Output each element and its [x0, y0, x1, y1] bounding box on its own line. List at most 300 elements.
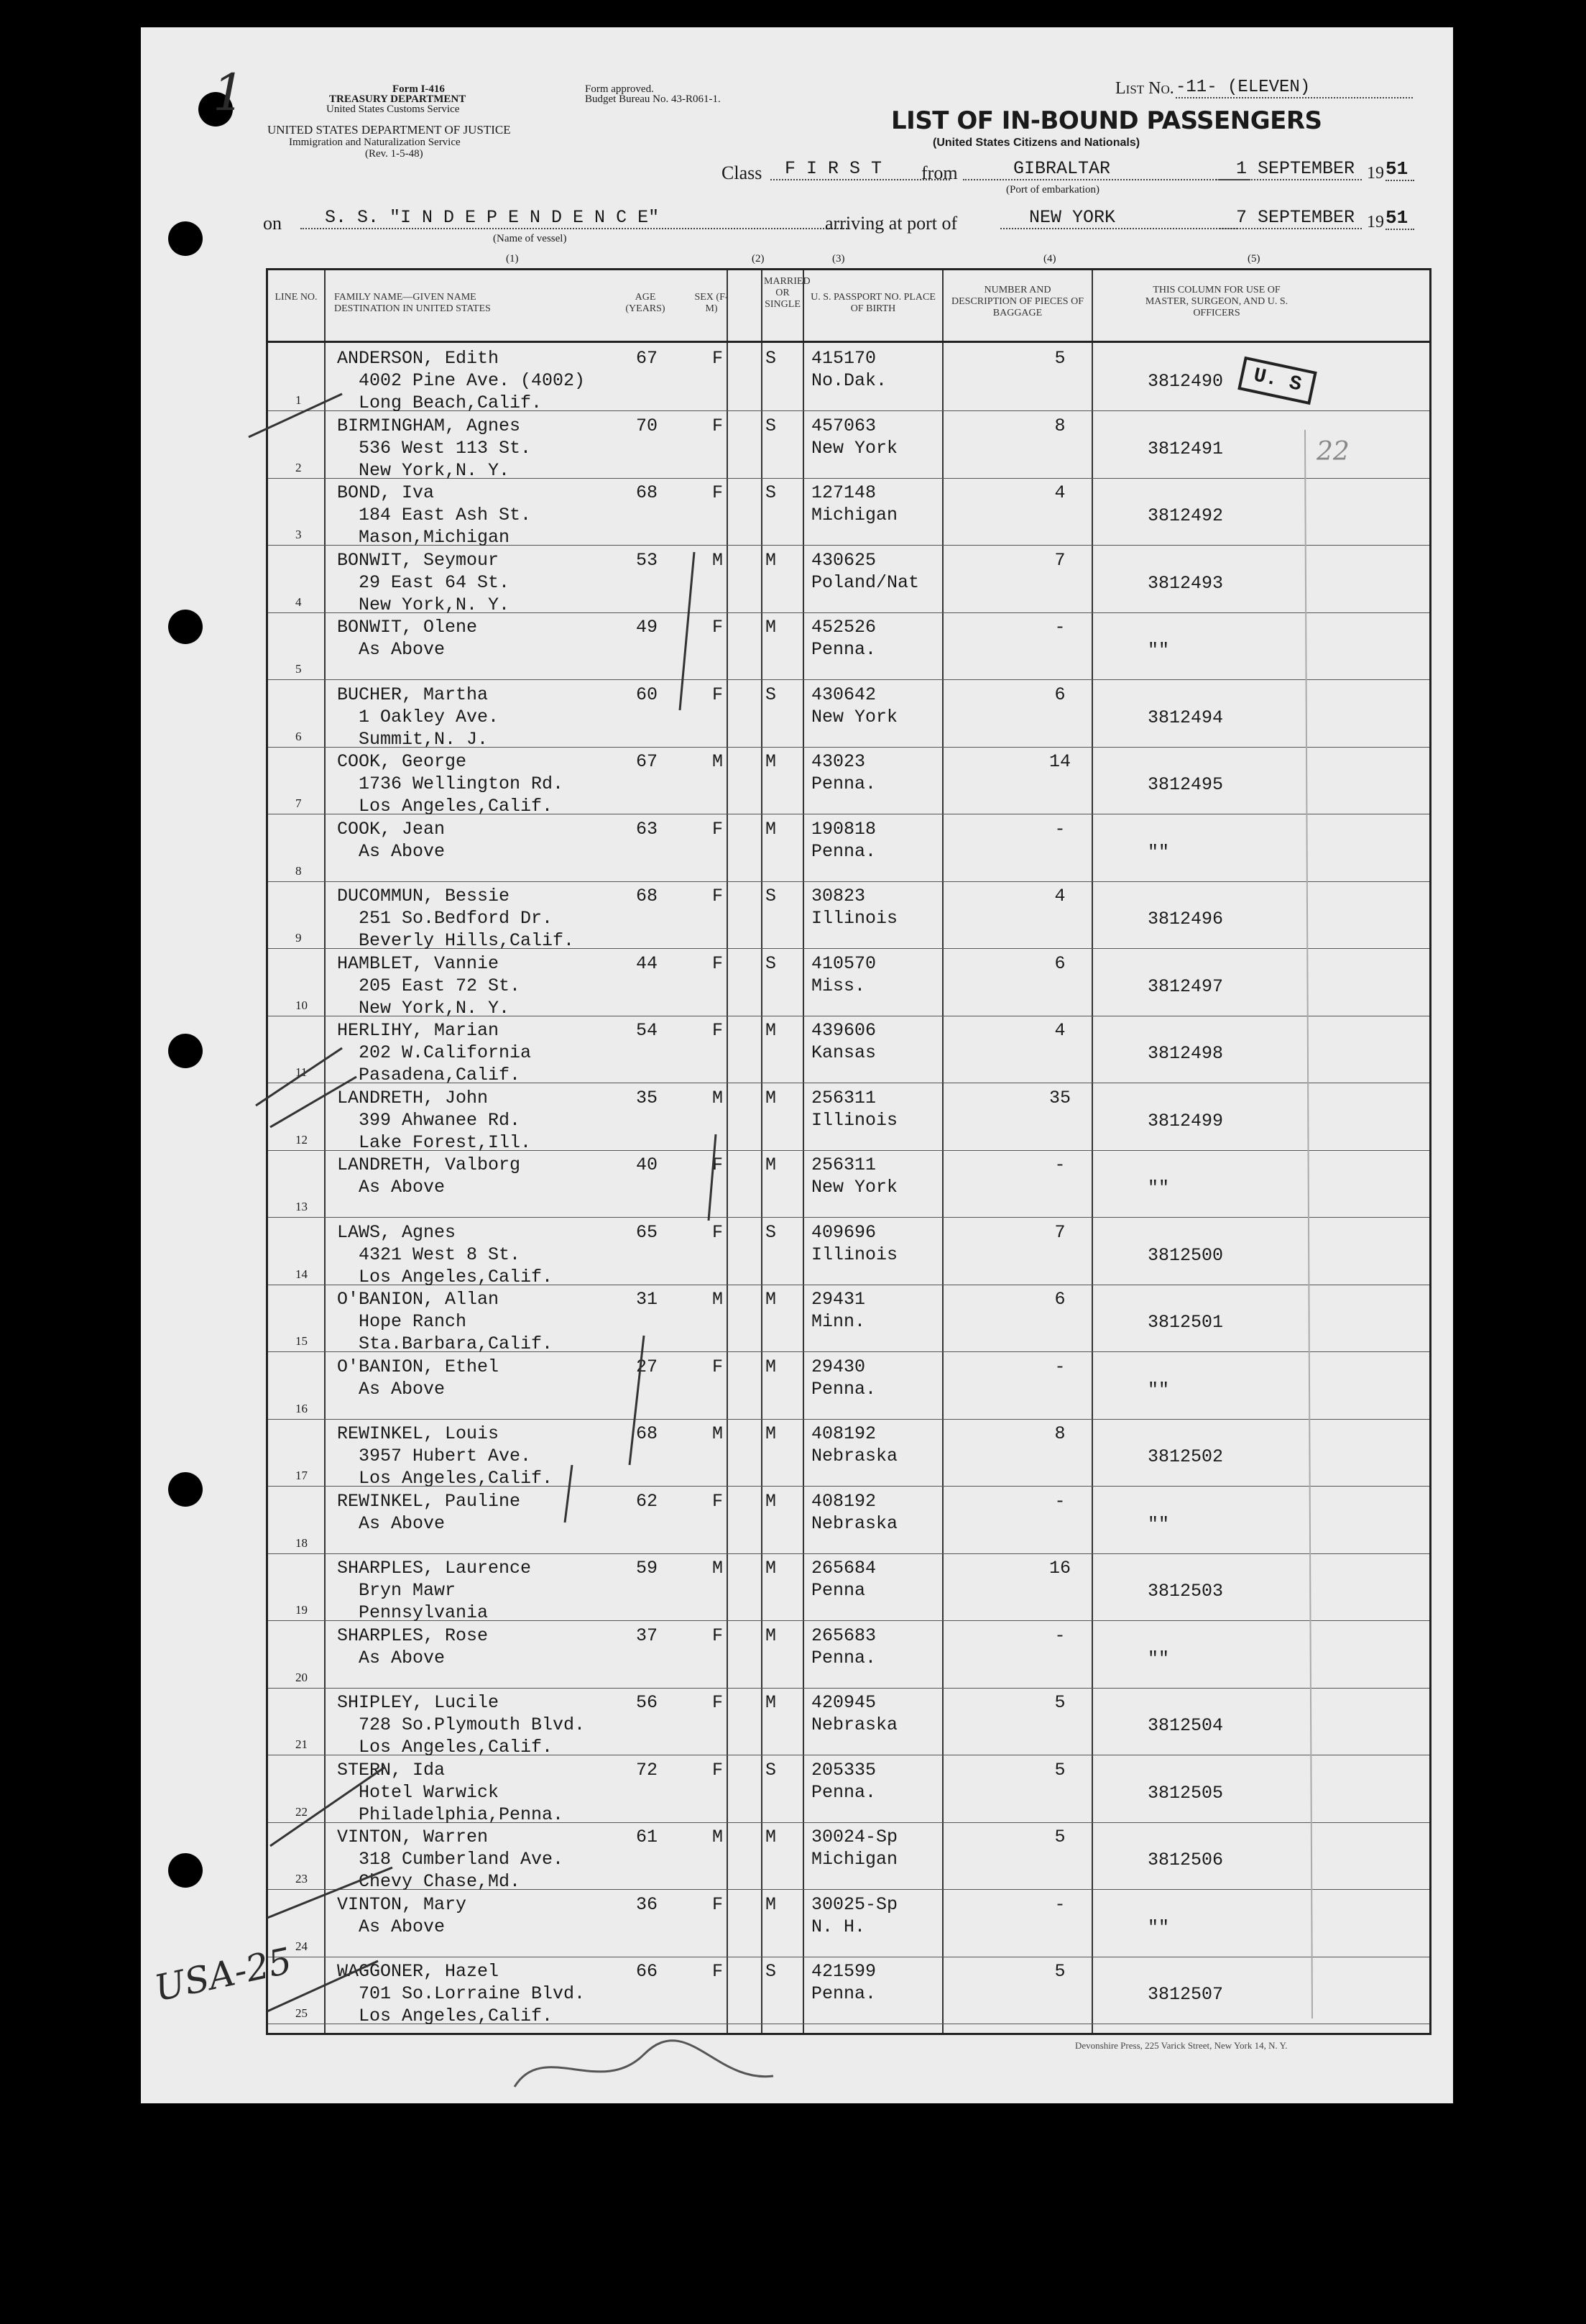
passenger-name: HAMBLET, Vannie	[337, 952, 499, 974]
form-revision: (Rev. 1-5-48)	[365, 148, 423, 160]
passenger-name: COOK, Jean	[337, 818, 446, 840]
address-line-2: Lake Forest,Ill.	[359, 1131, 532, 1153]
baggage-count: 5	[1054, 1692, 1066, 1713]
baggage-count: 7	[1054, 549, 1066, 571]
address-line-2: New York,N. Y.	[359, 997, 510, 1019]
address-line-2: Philadelphia,Penna.	[359, 1804, 564, 1825]
marital-status: S	[765, 415, 777, 436]
officer-number: 3812498	[1148, 1043, 1224, 1064]
passenger-age: 40	[636, 1154, 658, 1175]
passenger-age: 63	[636, 818, 658, 840]
baggage-count: 6	[1054, 952, 1066, 974]
baggage-count: 7	[1054, 1221, 1066, 1243]
passenger-sex: F	[712, 1961, 724, 1982]
passport-number: 256311	[811, 1154, 877, 1175]
line-number: 1	[295, 393, 302, 407]
officer-number: ""	[1148, 1379, 1170, 1400]
officer-number: 3812495	[1148, 774, 1224, 795]
passenger-name: BIRMINGHAM, Agnes	[337, 415, 521, 436]
passenger-sex: M	[712, 1827, 724, 1847]
passenger-age: 70	[636, 415, 658, 436]
passenger-sex: F	[712, 1020, 724, 1041]
form-approved: Form approved.	[585, 83, 654, 95]
passenger-age: 44	[636, 952, 658, 974]
address-line-1: 205 East 72 St.	[359, 975, 521, 996]
address-line-1: 1736 Wellington Rd.	[359, 773, 564, 794]
passenger-sex: F	[712, 1625, 724, 1646]
passport-number: 30024-Sp	[811, 1827, 898, 1847]
passenger-age: 68	[636, 886, 658, 906]
address-line-2: Beverly Hills,Calif.	[359, 930, 575, 951]
line-number: 11	[295, 1065, 308, 1079]
passenger-name: HERLIHY, Marian	[337, 1020, 499, 1041]
marital-status: M	[765, 549, 777, 571]
address-line-1: Hotel Warwick	[359, 1781, 499, 1803]
passenger-name: VINTON, Warren	[337, 1827, 489, 1847]
officer-number: ""	[1148, 640, 1170, 661]
line-number: 6	[295, 729, 302, 743]
address-line-2: Mason,Michigan	[359, 527, 510, 548]
line-number: 4	[295, 594, 302, 609]
address-line-1: 184 East Ash St.	[359, 505, 532, 525]
marital-status: S	[765, 482, 777, 503]
officer-number: 3812507	[1148, 1984, 1224, 2005]
arrival-year: 51	[1386, 207, 1414, 230]
address-line-1: 1 Oakley Ave.	[359, 706, 499, 727]
marital-status: M	[765, 1154, 777, 1175]
manifest-sheet	[141, 27, 1453, 2103]
departure-year: 51	[1386, 158, 1414, 181]
marital-status: S	[765, 952, 777, 974]
marital-status: M	[765, 751, 777, 772]
officer-number: 3812500	[1148, 1244, 1224, 1266]
embarkation-port: GIBRALTAR	[963, 158, 1250, 180]
address-line-2: Sta.Barbara,Calif.	[359, 1333, 553, 1354]
passenger-age: 35	[636, 1087, 658, 1108]
address-line-2: New York,N. Y.	[359, 594, 510, 615]
address-line-2: Summit,N. J.	[359, 728, 489, 750]
passenger-name: LAWS, Agnes	[337, 1221, 456, 1243]
passenger-name: SHARPLES, Laurence	[337, 1558, 532, 1579]
address-line-1: As Above	[359, 1378, 446, 1400]
form-number: Form I-416	[392, 83, 445, 95]
officer-number: 3812501	[1148, 1312, 1224, 1333]
us-stamp: U. S	[1237, 357, 1317, 405]
passenger-age: 49	[636, 617, 658, 638]
passenger-age: 59	[636, 1558, 658, 1579]
baggage-count: -	[1054, 1356, 1066, 1377]
marital-status: M	[765, 1625, 777, 1646]
officer-number: 3812506	[1148, 1850, 1224, 1870]
officer-number: 3812504	[1148, 1715, 1224, 1736]
address-line-1: 536 West 113 St.	[359, 437, 532, 459]
header-officers: THIS COLUMN FOR USE OF MASTER, SURGEON, AND U. S. OFFICERS	[1145, 285, 1288, 318]
passenger-name: STERN, Ida	[337, 1759, 446, 1781]
vessel-caption: (Name of vessel)	[493, 233, 567, 244]
corner-mark: 1	[213, 63, 245, 122]
passenger-sex: M	[712, 1087, 724, 1108]
line-number: 9	[295, 931, 302, 945]
marital-status: M	[765, 1356, 777, 1377]
justice-department: UNITED STATES DEPARTMENT OF JUSTICE	[267, 123, 511, 137]
passenger-age: 65	[636, 1221, 658, 1243]
place-of-birth: N. H.	[811, 1916, 866, 1937]
marital-status: M	[765, 1020, 777, 1041]
passenger-age: 56	[636, 1692, 658, 1713]
officer-number: 3812492	[1148, 505, 1224, 526]
passenger-age: 61	[636, 1827, 658, 1847]
col-number-3: (3)	[832, 253, 845, 265]
passenger-age: 54	[636, 1020, 658, 1041]
officer-number: 3812490	[1148, 371, 1224, 392]
passenger-age: 60	[636, 684, 658, 705]
treasury-department: TREASURY DEPARTMENT	[329, 93, 466, 105]
arrival-port: NEW YORK	[1000, 207, 1237, 229]
vessel-name: S. S. "I N D E P E N D E N C E"	[300, 207, 849, 229]
arrival-date: 7 SEPTEMBER	[1216, 207, 1362, 229]
arrival-year-prefix: 19	[1367, 213, 1384, 231]
passport-number: 30823	[811, 886, 866, 906]
passport-number: 408192	[811, 1423, 877, 1444]
list-number-label: List No.	[1115, 79, 1174, 98]
passenger-name: BOND, Iva	[337, 482, 435, 503]
departure-date: 1 SEPTEMBER	[1216, 158, 1362, 180]
place-of-birth: Penna.	[811, 1781, 877, 1803]
passenger-sex: F	[712, 1893, 724, 1915]
passenger-age: 31	[636, 1289, 658, 1310]
line-number: 21	[295, 1737, 308, 1751]
address-line-1: As Above	[359, 1916, 446, 1937]
line-number: 25	[295, 2006, 308, 2020]
passenger-sex: F	[712, 1692, 724, 1713]
line-number: 15	[295, 1334, 308, 1348]
line-number: 5	[295, 662, 302, 676]
address-line-1: As Above	[359, 639, 446, 660]
place-of-birth: Penna.	[811, 639, 877, 660]
address-line-1: 318 Cumberland Ave.	[359, 1849, 564, 1870]
margin-note: USA-25	[151, 1939, 295, 2010]
address-line-1: As Above	[359, 1512, 446, 1534]
passport-number: 43023	[811, 751, 866, 772]
line-number: 10	[295, 998, 308, 1012]
passport-number: 420945	[811, 1692, 877, 1713]
passport-number: 30025-Sp	[811, 1893, 898, 1915]
baggage-count: 4	[1054, 1020, 1066, 1041]
passenger-name: O'BANION, Allan	[337, 1289, 499, 1310]
marital-status: M	[765, 1827, 777, 1847]
baggage-count: -	[1054, 1154, 1066, 1175]
passenger-name: LANDRETH, John	[337, 1087, 489, 1108]
passenger-sex: M	[712, 549, 724, 571]
passenger-sex: F	[712, 1490, 724, 1512]
passenger-age: 66	[636, 1961, 658, 1982]
place-of-birth: Miss.	[811, 975, 866, 996]
list-number-value: -11- (ELEVEN)	[1176, 78, 1413, 98]
baggage-count: 5	[1054, 348, 1066, 369]
baggage-count: 4	[1054, 482, 1066, 503]
passenger-age: 27	[636, 1356, 658, 1377]
header-name: FAMILY NAME—GIVEN NAME DESTINATION IN UNITED STATES	[334, 292, 491, 314]
place-of-birth: Michigan	[811, 505, 898, 525]
address-line-1: 202 W.California	[359, 1042, 532, 1063]
passenger-sex: F	[712, 482, 724, 503]
address-line-2: Chevy Chase,Md.	[359, 1871, 521, 1892]
passenger-name: COOK, George	[337, 751, 467, 772]
place-of-birth: New York	[811, 706, 898, 727]
passenger-sex: F	[712, 684, 724, 705]
on-label: on	[263, 213, 282, 234]
officer-number: ""	[1148, 1648, 1170, 1669]
passenger-sex: F	[712, 886, 724, 906]
passport-number: 409696	[811, 1221, 877, 1243]
col-number-5: (5)	[1248, 253, 1260, 265]
passenger-sex: F	[712, 415, 724, 436]
place-of-birth: New York	[811, 437, 898, 459]
place-of-birth: Nebraska	[811, 1714, 898, 1735]
passenger-name: SHIPLEY, Lucile	[337, 1692, 499, 1713]
line-number: 24	[295, 1939, 308, 1953]
marital-status: M	[765, 617, 777, 638]
passenger-sex: M	[712, 1289, 724, 1310]
address-line-1: 399 Ahwanee Rd.	[359, 1109, 521, 1131]
passenger-age: 37	[636, 1625, 658, 1646]
line-number: 17	[295, 1469, 308, 1482]
marital-status: M	[765, 1692, 777, 1713]
marital-status: M	[765, 1893, 777, 1915]
passenger-age: 68	[636, 1423, 658, 1444]
baggage-count: 8	[1054, 1423, 1066, 1444]
passenger-sex: F	[712, 818, 724, 840]
baggage-count: 8	[1054, 415, 1066, 436]
passenger-name: BUCHER, Martha	[337, 684, 489, 705]
passenger-age: 67	[636, 751, 658, 772]
class-label: Class	[721, 162, 762, 183]
baggage-count: 5	[1054, 1759, 1066, 1781]
passenger-sex: F	[712, 1356, 724, 1377]
place-of-birth: Penna	[811, 1580, 866, 1601]
address-line-2: Pasadena,Calif.	[359, 1065, 521, 1085]
marital-status: S	[765, 684, 777, 705]
address-line-1: As Above	[359, 1647, 446, 1668]
place-of-birth: Illinois	[811, 1109, 898, 1131]
baggage-count: 6	[1054, 1289, 1066, 1310]
line-number: 22	[295, 1804, 308, 1819]
passenger-sex: F	[712, 617, 724, 638]
place-of-birth: Penna.	[811, 773, 877, 794]
place-of-birth: New York	[811, 1177, 898, 1198]
passenger-name: DUCOMMUN, Bessie	[337, 886, 510, 906]
baggage-count: 4	[1054, 886, 1066, 906]
baggage-count: 6	[1054, 684, 1066, 705]
from-label: from	[921, 162, 958, 183]
port-caption: (Port of embarkation)	[1006, 184, 1099, 196]
passenger-sex: M	[712, 1423, 724, 1444]
header-baggage: NUMBER AND DESCRIPTION OF PIECES OF BAGGAGE	[951, 285, 1084, 318]
place-of-birth: Penna.	[811, 1983, 877, 2004]
marital-status: S	[765, 1221, 777, 1243]
passenger-name: BONWIT, Olene	[337, 617, 478, 638]
customs-service: United States Customs Service	[326, 104, 460, 115]
baggage-count: 16	[1048, 1558, 1071, 1579]
address-line-1: 4321 West 8 St.	[359, 1244, 521, 1265]
address-line-1: Bryn Mawr	[359, 1580, 456, 1601]
officer-number: 3812497	[1148, 975, 1224, 997]
baggage-count: -	[1054, 1490, 1066, 1512]
passenger-name: WAGGONER, Hazel	[337, 1961, 499, 1982]
departure-year-prefix: 19	[1367, 164, 1384, 183]
line-number: 14	[295, 1267, 308, 1281]
place-of-birth: Nebraska	[811, 1446, 898, 1466]
place-of-birth: Michigan	[811, 1849, 898, 1870]
passport-number: 439606	[811, 1020, 877, 1041]
place-of-birth: No.Dak.	[811, 370, 887, 391]
passport-number: 430642	[811, 684, 877, 705]
officer-number: 3812494	[1148, 707, 1224, 728]
header-age: AGE (YEARS)	[625, 292, 665, 314]
passenger-name: VINTON, Mary	[337, 1893, 467, 1915]
address-line-2: Los Angeles,Calif.	[359, 1737, 553, 1758]
address-line-2: Los Angeles,Calif.	[359, 1468, 553, 1489]
officer-number: 3812502	[1148, 1446, 1224, 1467]
passenger-name: BONWIT, Seymour	[337, 549, 499, 571]
passenger-sex: F	[712, 348, 724, 369]
officer-number: 3812503	[1148, 1581, 1224, 1602]
officer-number: 3812505	[1148, 1782, 1224, 1804]
passport-number: 410570	[811, 952, 877, 974]
printer-credit: Devonshire Press, 225 Varick Street, New York 14, N. Y.	[1075, 2040, 1288, 2051]
passport-number: 29431	[811, 1289, 866, 1310]
place-of-birth: Penna.	[811, 1378, 877, 1400]
header-married: MARRIED OR SINGLE	[764, 276, 811, 310]
baggage-count: -	[1054, 818, 1066, 840]
address-line-1: 4002 Pine Ave. (4002)	[359, 370, 586, 391]
marital-status: M	[765, 1558, 777, 1579]
line-number: 3	[295, 528, 302, 541]
marital-status: S	[765, 886, 777, 906]
officer-number: ""	[1148, 1916, 1170, 1938]
baggage-count: -	[1054, 617, 1066, 638]
place-of-birth: Kansas	[811, 1042, 877, 1063]
place-of-birth: Poland/Nat	[811, 571, 920, 593]
passenger-sex: M	[712, 751, 724, 772]
line-number: 2	[295, 460, 302, 474]
col-number-2: (2)	[752, 253, 765, 265]
baggage-count: -	[1054, 1893, 1066, 1915]
officer-number: ""	[1148, 841, 1170, 863]
passenger-age: 72	[636, 1759, 658, 1781]
line-number: 12	[295, 1132, 308, 1147]
line-number: 23	[295, 1872, 308, 1886]
address-line-1: 701 So.Lorraine Blvd.	[359, 1983, 586, 2004]
passenger-name: ANDERSON, Edith	[337, 348, 499, 369]
header-passport: U. S. PASSPORT NO. PLACE OF BIRTH	[811, 292, 936, 314]
address-line-1: 251 So.Bedford Dr.	[359, 908, 553, 929]
passenger-name: REWINKEL, Louis	[337, 1423, 499, 1444]
passport-number: 408192	[811, 1490, 877, 1512]
passenger-name: SHARPLES, Rose	[337, 1625, 489, 1646]
marital-status: M	[765, 1423, 777, 1444]
place-of-birth: Nebraska	[811, 1512, 898, 1534]
address-line-2: Los Angeles,Calif.	[359, 796, 553, 817]
passenger-name: LANDRETH, Valborg	[337, 1154, 521, 1175]
line-number: 20	[295, 1670, 308, 1684]
list-subtitle: (United States Citizens and Nationals)	[933, 137, 1140, 149]
baggage-count: 35	[1048, 1087, 1071, 1108]
marital-status: M	[765, 1490, 777, 1512]
passenger-sex: F	[712, 1154, 724, 1175]
address-line-2: Los Angeles,Calif.	[359, 1266, 553, 1287]
header-sex: SEX (F-M)	[694, 292, 729, 314]
officer-number: 3812499	[1148, 1110, 1224, 1131]
class-value: F I R S T	[770, 158, 950, 180]
header-line-no: LINE NO.	[275, 292, 318, 303]
place-of-birth: Illinois	[811, 1244, 898, 1265]
address-line-2: Los Angeles,Calif.	[359, 2006, 553, 2026]
address-line-2: New York,N. Y.	[359, 459, 510, 481]
list-title: LIST OF IN-BOUND PASSENGERS	[891, 106, 1322, 135]
passenger-age: 36	[636, 1893, 658, 1915]
col-number-1: (1)	[506, 253, 519, 265]
baggage-count: 14	[1048, 751, 1071, 772]
address-line-1: Hope Ranch	[359, 1311, 467, 1332]
officer-number: ""	[1148, 1177, 1170, 1198]
line-number: 8	[295, 863, 302, 878]
pencil-marks	[141, 27, 1453, 2103]
address-line-2: Long Beach,Calif.	[359, 392, 543, 413]
line-number: 18	[295, 1535, 308, 1550]
budget-bureau: Budget Bureau No. 43-R061-1.	[585, 93, 721, 105]
passport-number: 452526	[811, 617, 877, 638]
passport-number: 265683	[811, 1625, 877, 1646]
line-number: 19	[295, 1603, 308, 1617]
passenger-sex: F	[712, 1221, 724, 1243]
passenger-age: 62	[636, 1490, 658, 1512]
passport-number: 430625	[811, 549, 877, 571]
passenger-sex: F	[712, 952, 724, 974]
officer-number: ""	[1148, 1513, 1170, 1535]
passenger-sex: F	[712, 1759, 724, 1781]
pencil-number: 22	[1317, 437, 1350, 467]
passport-number: 415170	[811, 348, 877, 369]
place-of-birth: Penna.	[811, 840, 877, 862]
address-line-1: As Above	[359, 1177, 446, 1198]
col-number-4: (4)	[1043, 253, 1056, 265]
marital-status: S	[765, 1961, 777, 1982]
marital-status: M	[765, 1087, 777, 1108]
address-line-1: 29 East 64 St.	[359, 571, 510, 593]
passport-number: 127148	[811, 482, 877, 503]
place-of-birth: Penna.	[811, 1647, 877, 1668]
place-of-birth: Illinois	[811, 908, 898, 929]
marital-status: M	[765, 818, 777, 840]
line-number: 13	[295, 1200, 308, 1213]
passport-number: 205335	[811, 1759, 877, 1781]
passport-number: 29430	[811, 1356, 866, 1377]
passport-number: 421599	[811, 1961, 877, 1982]
passenger-sex: M	[712, 1558, 724, 1579]
place-of-birth: Minn.	[811, 1311, 866, 1332]
officer-number: 3812491	[1148, 438, 1224, 459]
line-number: 7	[295, 796, 302, 810]
passenger-age: 67	[636, 348, 658, 369]
passport-number: 265684	[811, 1558, 877, 1579]
baggage-count: 5	[1054, 1961, 1066, 1982]
officer-number: 3812496	[1148, 909, 1224, 929]
passport-number: 190818	[811, 818, 877, 840]
address-line-1: 3957 Hubert Ave.	[359, 1446, 532, 1466]
address-line-1: As Above	[359, 840, 446, 862]
line-number: 16	[295, 1401, 308, 1415]
